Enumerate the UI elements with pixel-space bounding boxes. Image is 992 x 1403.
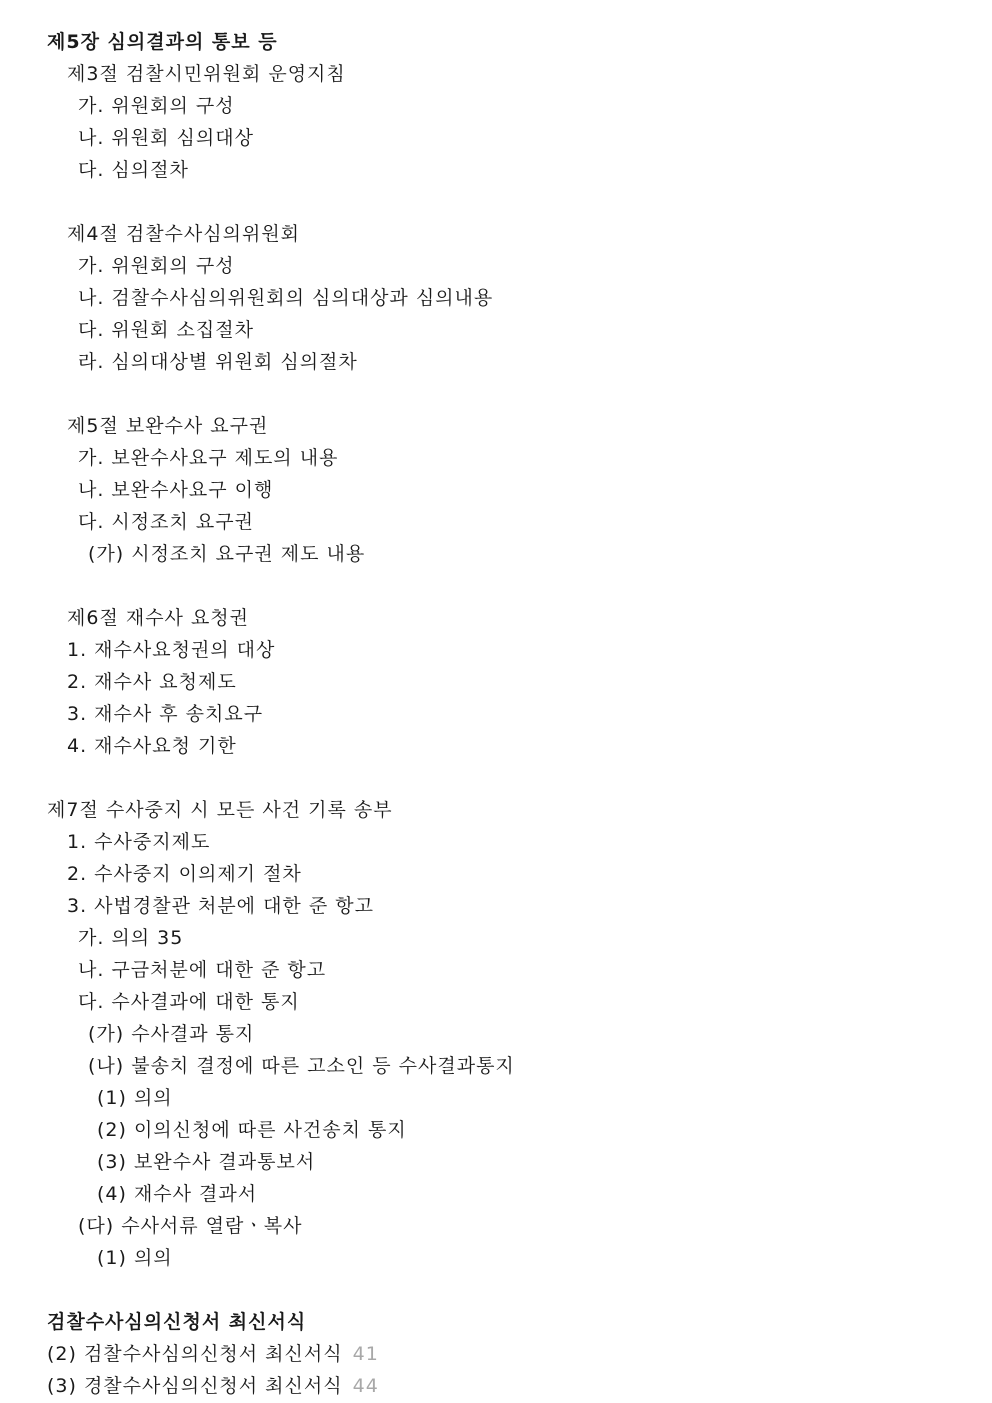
- table-of-contents: [0, 26, 992, 1402]
- spacer: [0, 762, 992, 794]
- chapter-5-heading: 제5장 심의결과의 통보 등: [47, 31, 278, 53]
- toc-subsubitem: (3) 보완수사 결과통보서: [97, 1151, 316, 1173]
- toc-item: 가. 위원회의 구성: [78, 95, 235, 117]
- toc-item: 1. 수사중지제도: [67, 831, 211, 853]
- form-entry: [0, 1370, 992, 1402]
- section-5-title: 제5절 보완수사 요구권: [67, 415, 269, 437]
- section-3-title: 제3절 검찰시민위원회 운영지침: [67, 63, 346, 85]
- toc-subitem: (다) 수사서류 열람ㆍ복사: [78, 1215, 303, 1237]
- toc-subsubitem: (2) 이의신청에 따른 사건송치 통지: [97, 1119, 407, 1141]
- toc-item: 2. 재수사 요청제도: [67, 671, 237, 693]
- toc-subitem: 가. 의의 35: [78, 927, 184, 949]
- toc-item: 다. 시정조치 요구권: [78, 511, 254, 533]
- form-entry-label: (2) 검찰수사심의신청서 최신서식: [47, 1343, 343, 1365]
- toc-subsubitem: (1) 의의: [97, 1087, 173, 1109]
- toc-subitem: 다. 수사결과에 대한 통지: [78, 991, 300, 1013]
- toc-item: 3. 사법경찰관 처분에 대한 준 항고: [67, 895, 374, 917]
- toc-item: 나. 위원회 심의대상: [78, 127, 254, 149]
- toc-subsubitem: (4) 재수사 결과서: [97, 1183, 258, 1205]
- toc-item: 2. 수사중지 이의제기 절차: [67, 863, 302, 885]
- spacer: [0, 570, 992, 602]
- toc-subitem: 나. 구금처분에 대한 준 항고: [78, 959, 327, 981]
- toc-item: 1. 재수사요청권의 대상: [67, 639, 276, 661]
- toc-item: 나. 보완수사요구 이행: [78, 479, 274, 501]
- toc-item: 가. 위원회의 구성: [78, 255, 235, 277]
- spacer: [0, 186, 992, 218]
- toc-item: 3. 재수사 후 송치요구: [67, 703, 264, 725]
- section-6-title: 제6절 재수사 요청권: [67, 607, 249, 629]
- form-entry-label: (3) 경찰수사심의신청서 최신서식: [47, 1375, 343, 1397]
- section-4-title: 제4절 검찰수사심의위원회: [67, 223, 301, 245]
- form-entry: [0, 1338, 992, 1370]
- page-number: 41: [352, 1343, 379, 1365]
- section-7-title: 제7절 수사중지 시 모든 사건 기록 송부: [47, 799, 393, 821]
- toc-item: 라. 심의대상별 위원회 심의절차: [78, 351, 358, 373]
- toc-subsubitem: (1) 의의: [97, 1247, 173, 1269]
- spacer: [0, 378, 992, 410]
- toc-item: 가. 보완수사요구 제도의 내용: [78, 447, 339, 469]
- forms-heading: 검찰수사심의신청서 최신서식: [47, 1311, 307, 1333]
- toc-subitem: (가) 시정조치 요구권 제도 내용: [88, 543, 366, 565]
- toc-item: 다. 심의절차: [78, 159, 189, 181]
- toc-item: 다. 위원회 소집절차: [78, 319, 254, 341]
- page-number: 44: [352, 1375, 379, 1397]
- toc-item: 나. 검찰수사심의위원회의 심의대상과 심의내용: [78, 287, 494, 309]
- toc-item: 4. 재수사요청 기한: [67, 735, 237, 757]
- toc-subitem: (나) 불송치 결정에 따른 고소인 등 수사결과통지: [88, 1055, 515, 1077]
- toc-subitem: (가) 수사결과 통지: [88, 1023, 255, 1045]
- spacer: [0, 1274, 992, 1306]
